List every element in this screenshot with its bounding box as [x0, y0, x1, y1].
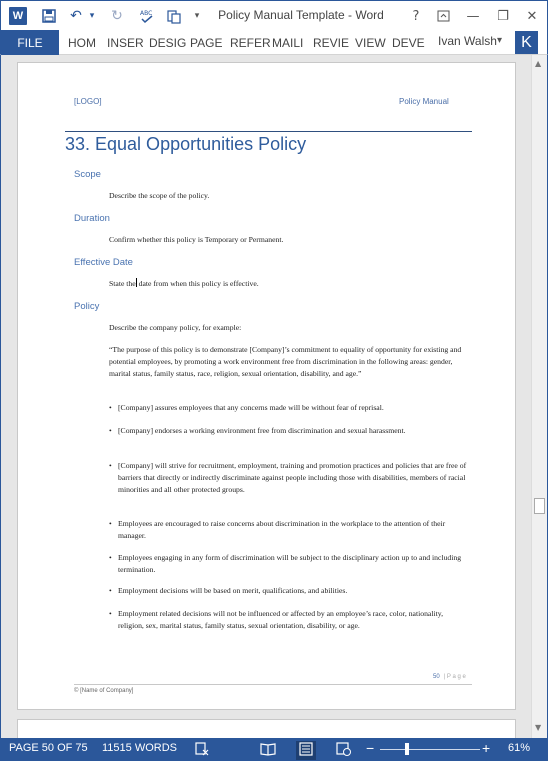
- scroll-up-icon[interactable]: ▲: [535, 59, 542, 68]
- footer-copyright: © [Name of Company]: [74, 688, 134, 694]
- bullet-icon: •: [109, 461, 112, 470]
- paste-icon[interactable]: [165, 6, 183, 26]
- heading-effective-date: Effective Date: [74, 257, 133, 268]
- footer-divider: [74, 684, 472, 685]
- minimize-icon[interactable]: —: [466, 8, 480, 24]
- effective-date-text: State the date from when this policy is effective.: [109, 279, 259, 288]
- title-divider: [65, 131, 472, 132]
- bullet-icon: •: [109, 586, 112, 595]
- zoom-in-button[interactable]: +: [482, 740, 491, 756]
- save-icon[interactable]: [39, 6, 59, 26]
- read-mode-icon[interactable]: [260, 741, 276, 760]
- undo-dropdown-icon[interactable]: ▾: [89, 11, 95, 21]
- help-icon[interactable]: ?: [412, 8, 420, 24]
- word-logo-icon[interactable]: W: [9, 7, 27, 25]
- scope-text: Describe the scope of the policy.: [109, 191, 210, 200]
- tab-design[interactable]: DESIG: [149, 35, 187, 50]
- zoom-out-button[interactable]: −: [366, 740, 375, 756]
- scroll-thumb[interactable]: [534, 498, 545, 514]
- heading-policy: Policy: [74, 301, 100, 312]
- chevron-down-icon[interactable]: ▾: [497, 35, 503, 46]
- zoom-slider[interactable]: [380, 749, 480, 750]
- scroll-down-icon[interactable]: ▼: [535, 723, 542, 732]
- word-count[interactable]: 11515 WORDS: [102, 742, 177, 754]
- tab-mailings[interactable]: MAILI: [272, 35, 304, 50]
- bullet-icon: •: [109, 426, 112, 435]
- bullet-icon: •: [109, 553, 112, 562]
- print-layout-icon[interactable]: [296, 741, 316, 760]
- ribbon-tabs: [0, 30, 548, 55]
- close-icon[interactable]: ✕: [526, 8, 538, 24]
- header-title: Policy Manual: [399, 97, 449, 106]
- customize-toolbar-icon[interactable]: ▾: [194, 11, 200, 21]
- policy-intro-text: Describe the company policy, for example:: [109, 323, 242, 332]
- user-name[interactable]: Ivan Walsh: [438, 34, 497, 48]
- status-bar: [0, 738, 548, 761]
- tab-home[interactable]: HOM: [68, 35, 96, 50]
- page-title: 33. Equal Opportunities Policy: [65, 134, 307, 154]
- bullet-icon: •: [109, 609, 112, 618]
- footer-page-number: 50 | P a g e: [433, 674, 466, 680]
- document-page[interactable]: [LOGO] Policy Manual 33. Equal Opportunities Policy Scope Describe the scope of the policy. Duration Confirm whether this policy is Temporary or Permanent. Effective Date State the date from when this policy is effective. Policy Describe the company policy, for example: “The purpose of this policy is to demonstrate [Company]’s commitment to equality of opportunity for existing and potential employees, by promoting a work environment free from discrimination in the following areas: gender, marital status, family status, race, religion, sexual orientation, disability, and age.” • [Company] assures employees that any concerns made will be without fear of reprisal. • [Company] endorses a working environment free from discrimination and sexual harassment. • [Company] will strive for recruitment, employment, training and promotion practices and policies that are free of barriers that directly or indirectly discriminate against people including those with disabilities, members of racial minorities and all other protected groups. • Employees are encouraged to raise concerns about discrimination in the workplace to the attention of their manager. • Employees engaging in any form of discrimination will be subject to the disciplinary action up to and including termination. • Employment decisions will be based on merit, qualifications, and abilities. • Employment related decisions will not be influenced or affected by an employee’s race, color, nationality, religion, sex, marital status, family status, sexual orientation, disability, or age. 50 | P a g e © [Name of Company]: [17, 62, 516, 710]
- tab-review[interactable]: REVIE: [313, 35, 350, 50]
- policy-quote: “The purpose of this policy is to demonstrate [Company]’s commitment to equality of opportunity for existing and potential employees, by promoting a work environment free from discrimination in the following areas: gender, marital status, family status, race, religion, sexual orientation, disability, and age.”: [109, 345, 462, 379]
- undo-icon[interactable]: ↶: [70, 8, 82, 24]
- spelling-icon[interactable]: [138, 6, 156, 26]
- heading-scope: Scope: [74, 169, 101, 180]
- ribbon-display-icon[interactable]: [432, 6, 454, 26]
- proofing-icon[interactable]: [194, 741, 210, 760]
- bullet-icon: •: [109, 519, 112, 528]
- document-area: [0, 55, 548, 738]
- window-title: Policy Manual Template - Word: [218, 8, 384, 22]
- maximize-icon[interactable]: ❐: [497, 8, 509, 24]
- web-layout-icon[interactable]: [336, 741, 352, 760]
- bullet-icon: •: [109, 403, 112, 412]
- duration-text: Confirm whether this policy is Temporary or Permanent.: [109, 235, 284, 244]
- page-count[interactable]: PAGE 50 OF 75: [9, 742, 88, 754]
- tab-view[interactable]: VIEW: [355, 35, 386, 50]
- title-bar: [0, 0, 548, 30]
- zoom-slider-thumb[interactable]: [405, 743, 409, 755]
- header-logo-placeholder: [LOGO]: [74, 97, 102, 106]
- svg-text:ABC: ABC: [140, 10, 153, 17]
- vertical-scrollbar[interactable]: [531, 55, 547, 738]
- avatar[interactable]: K: [515, 31, 538, 54]
- tab-developer[interactable]: DEVE: [392, 35, 425, 50]
- zoom-level[interactable]: 61%: [508, 742, 531, 754]
- tab-file[interactable]: FILE: [1, 30, 59, 55]
- tab-page-layout[interactable]: PAGE: [190, 35, 223, 50]
- heading-duration: Duration: [74, 213, 110, 224]
- redo-icon[interactable]: ↻: [111, 8, 123, 24]
- tab-insert[interactable]: INSER: [107, 35, 144, 50]
- tab-references[interactable]: REFER: [230, 35, 271, 50]
